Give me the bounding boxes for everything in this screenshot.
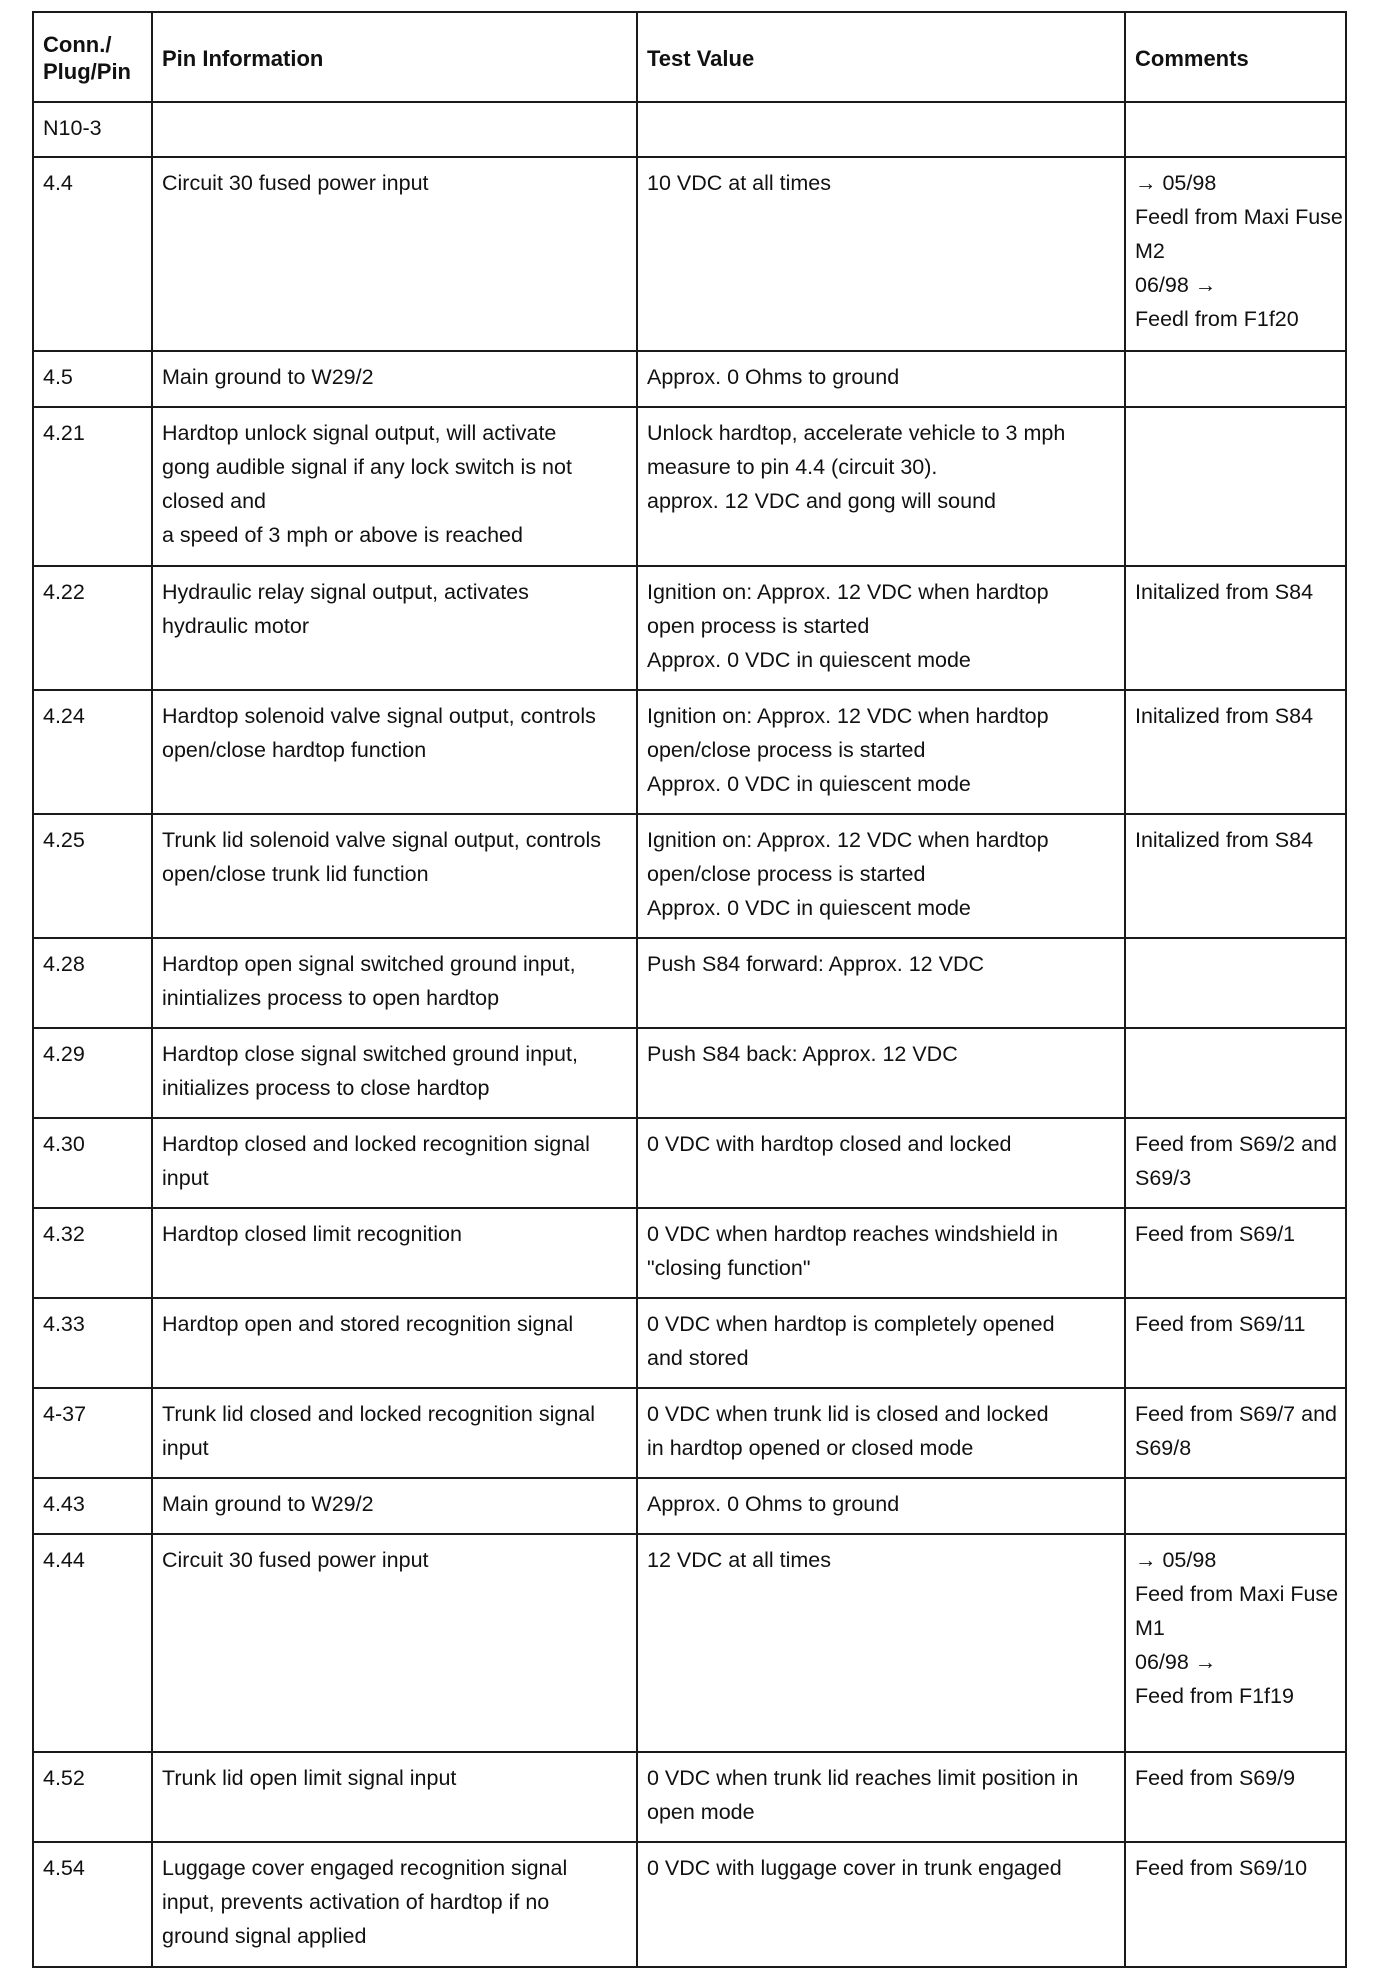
info-cell-line: Hardtop closed limit recognition [162, 1222, 462, 1246]
test-cell [637, 1298, 1125, 1388]
test-cell-line: approx. 12 VDC and gong will sound [647, 489, 996, 513]
table-row [33, 1534, 1346, 1752]
info-cell-line: open/close hardtop function [162, 738, 427, 762]
test-cell [637, 157, 1125, 351]
comments-cell-line: Initalized from S84 [1135, 580, 1314, 604]
comments-cell [1125, 566, 1346, 690]
info-cell [152, 1298, 637, 1388]
comments-cell [1125, 938, 1346, 1028]
pin-cell: 4.43 [33, 1478, 152, 1534]
comments-cell [1125, 690, 1346, 814]
table-row [33, 566, 1346, 690]
info-cell-line: Main ground to W29/2 [162, 1492, 374, 1516]
info-cell [152, 1118, 637, 1208]
info-cell [152, 566, 637, 690]
comments-cell-line: S69/3 [1135, 1166, 1192, 1190]
comments-cell-line: → 05/98 [1135, 171, 1217, 195]
comments-cell-line: Feed from Maxi Fuse [1135, 1582, 1339, 1606]
comments-cell-line: Initalized from S84 [1135, 828, 1314, 852]
comments-cell-line: M1 [1135, 1616, 1165, 1640]
table-row [33, 1208, 1346, 1298]
test-cell [637, 1388, 1125, 1478]
info-cell [152, 938, 637, 1028]
pin-table [32, 11, 1347, 1968]
test-cell [637, 1842, 1125, 1967]
pin-cell: 4.25 [33, 814, 152, 938]
comments-cell [1125, 1028, 1346, 1118]
pin-cell: 4.28 [33, 938, 152, 1028]
comments-cell-line: S69/8 [1135, 1436, 1192, 1460]
test-cell [637, 814, 1125, 938]
comments-cell [1125, 1534, 1346, 1752]
table-row [33, 690, 1346, 814]
pin-table-document [32, 11, 1345, 1968]
info-cell-line: a speed of 3 mph or above is reached [162, 523, 523, 547]
info-cell [152, 351, 637, 407]
comments-cell [1125, 1118, 1346, 1208]
test-cell-line: 12 VDC at all times [647, 1548, 832, 1572]
pin-cell: 4.52 [33, 1752, 152, 1842]
comments-cell-line: Feed from S69/10 [1135, 1856, 1308, 1880]
test-cell-line: open process is started [647, 614, 870, 638]
info-cell-line: Trunk lid open limit signal input [162, 1766, 457, 1790]
comments-cell [1125, 1388, 1346, 1478]
comments-cell-line: Feed from F1f19 [1135, 1684, 1294, 1708]
header-row [33, 12, 1346, 102]
comments-cell-line: 06/98 → [1135, 273, 1217, 297]
info-cell [152, 1842, 637, 1967]
table-row [33, 1752, 1346, 1842]
comments-cell-line: Feedl from Maxi Fuse [1135, 205, 1343, 229]
info-cell-line: hydraulic motor [162, 614, 309, 638]
comments-cell-line: → 05/98 [1135, 1548, 1217, 1572]
info-cell [152, 1028, 637, 1118]
info-cell [152, 407, 637, 566]
pin-cell: N10-3 [33, 102, 152, 157]
test-cell-line: Approx. 0 Ohms to ground [647, 365, 900, 389]
table-row [33, 1118, 1346, 1208]
test-cell [637, 102, 1125, 157]
test-cell-line: open mode [647, 1800, 755, 1824]
test-cell-line: measure to pin 4.4 (circuit 30). [647, 455, 938, 479]
comments-cell [1125, 1298, 1346, 1388]
pin-cell: 4-37 [33, 1388, 152, 1478]
test-cell [637, 1752, 1125, 1842]
header-comments: Comments [1125, 12, 1346, 102]
header-info: Pin Information [152, 12, 637, 102]
table-row [33, 351, 1346, 407]
info-cell-line: Trunk lid closed and locked recognition signal [162, 1402, 596, 1426]
info-cell [152, 1208, 637, 1298]
test-cell-line: Approx. 0 Ohms to ground [647, 1492, 900, 1516]
test-cell-line: Ignition on: Approx. 12 VDC when hardtop [647, 828, 1049, 852]
info-cell-line: Main ground to W29/2 [162, 365, 374, 389]
header-test: Test Value [637, 12, 1125, 102]
info-cell-line: Circuit 30 fused power input [162, 1548, 429, 1572]
info-cell-line: open/close trunk lid function [162, 862, 429, 886]
test-cell [637, 1478, 1125, 1534]
comments-cell [1125, 814, 1346, 938]
test-cell [637, 1118, 1125, 1208]
test-cell [637, 566, 1125, 690]
info-cell-line: Circuit 30 fused power input [162, 171, 429, 195]
table-row [33, 1388, 1346, 1478]
info-cell [152, 814, 637, 938]
test-cell-line: 0 VDC when hardtop reaches windshield in [647, 1222, 1059, 1246]
info-cell-line: Hardtop open and stored recognition signal [162, 1312, 574, 1336]
test-cell-line: Push S84 forward: Approx. 12 VDC [647, 952, 985, 976]
info-cell-line: Hardtop close signal switched ground input, [162, 1042, 578, 1066]
comments-cell-line: Feedl from F1f20 [1135, 307, 1299, 331]
header-pin-line: Conn./ [43, 32, 112, 57]
test-cell-line: "closing function" [647, 1256, 811, 1280]
comments-cell [1125, 1842, 1346, 1967]
info-cell-line: Luggage cover engaged recognition signal [162, 1856, 568, 1880]
info-cell [152, 102, 637, 157]
test-cell-line: Approx. 0 VDC in quiescent mode [647, 896, 971, 920]
pin-cell: 4.33 [33, 1298, 152, 1388]
info-cell-line: input [162, 1166, 209, 1190]
pin-cell: 4.22 [33, 566, 152, 690]
info-cell-line: initializes process to close hardtop [162, 1076, 490, 1100]
table-row [33, 102, 1346, 157]
table-row [33, 1298, 1346, 1388]
table-row [33, 1028, 1346, 1118]
info-cell [152, 1534, 637, 1752]
table-row [33, 157, 1346, 351]
header-pin [33, 12, 152, 102]
test-cell-line: Approx. 0 VDC in quiescent mode [647, 648, 971, 672]
info-cell [152, 1478, 637, 1534]
info-cell [152, 690, 637, 814]
comments-cell [1125, 1208, 1346, 1298]
info-cell-line: Trunk lid solenoid valve signal output, controls [162, 828, 601, 852]
test-cell-line: 0 VDC when hardtop is completely opened [647, 1312, 1055, 1336]
table-row [33, 1478, 1346, 1534]
table-body [33, 102, 1346, 1967]
info-cell-line: Hardtop open signal switched ground input, [162, 952, 576, 976]
comments-cell-line: Feed from S69/9 [1135, 1766, 1296, 1790]
test-cell [637, 1208, 1125, 1298]
comments-cell [1125, 407, 1346, 566]
info-cell-line: input [162, 1436, 209, 1460]
comments-cell [1125, 351, 1346, 407]
table-row [33, 938, 1346, 1028]
test-cell-line: and stored [647, 1346, 749, 1370]
info-cell [152, 157, 637, 351]
header-pin-line: Plug/Pin [43, 59, 131, 84]
info-cell-line: inintializes process to open hardtop [162, 986, 500, 1010]
test-cell-line: 0 VDC with hardtop closed and locked [647, 1132, 1012, 1156]
table-row [33, 407, 1346, 566]
info-cell-line: closed and [162, 489, 266, 513]
pin-cell: 4.24 [33, 690, 152, 814]
info-cell-line: Hardtop closed and locked recognition signal [162, 1132, 590, 1156]
pin-cell: 4.29 [33, 1028, 152, 1118]
test-cell-line: open/close process is started [647, 738, 926, 762]
info-cell-line: input, prevents activation of hardtop if no [162, 1890, 550, 1914]
test-cell [637, 690, 1125, 814]
test-cell-line: Ignition on: Approx. 12 VDC when hardtop [647, 580, 1049, 604]
table-row [33, 814, 1346, 938]
test-cell-line: 0 VDC when trunk lid is closed and locked [647, 1402, 1049, 1426]
test-cell-line: open/close process is started [647, 862, 926, 886]
comments-cell-line: 06/98 → [1135, 1650, 1217, 1674]
test-cell [637, 1534, 1125, 1752]
comments-cell-line: Feed from S69/7 and [1135, 1402, 1337, 1426]
test-cell-line: 0 VDC when trunk lid reaches limit position in [647, 1766, 1079, 1790]
comments-cell [1125, 1478, 1346, 1534]
info-cell-line: Hardtop solenoid valve signal output, controls [162, 704, 596, 728]
pin-cell: 4.30 [33, 1118, 152, 1208]
test-cell-line: Ignition on: Approx. 12 VDC when hardtop [647, 704, 1049, 728]
info-cell-line: gong audible signal if any lock switch is not [162, 455, 572, 479]
test-cell [637, 351, 1125, 407]
comments-cell-line: M2 [1135, 239, 1165, 263]
comments-cell-line: Initalized from S84 [1135, 704, 1314, 728]
pin-cell: 4.5 [33, 351, 152, 407]
comments-cell [1125, 157, 1346, 351]
comments-cell-line: Feed from S69/2 and [1135, 1132, 1337, 1156]
pin-cell: 4.44 [33, 1534, 152, 1752]
pin-cell: 4.4 [33, 157, 152, 351]
test-cell-line: in hardtop opened or closed mode [647, 1436, 974, 1460]
test-cell-line: Push S84 back: Approx. 12 VDC [647, 1042, 958, 1066]
test-cell-line: Unlock hardtop, accelerate vehicle to 3 mph [647, 421, 1066, 445]
test-cell [637, 938, 1125, 1028]
test-cell [637, 1028, 1125, 1118]
test-cell-line: 0 VDC with luggage cover in trunk engaged [647, 1856, 1062, 1880]
info-cell-line: ground signal applied [162, 1924, 367, 1948]
comments-cell [1125, 1752, 1346, 1842]
info-cell-line: Hydraulic relay signal output, activates [162, 580, 529, 604]
comments-cell-line: Feed from S69/11 [1135, 1312, 1306, 1336]
info-cell [152, 1388, 637, 1478]
table-row [33, 1842, 1346, 1967]
pin-cell: 4.54 [33, 1842, 152, 1967]
info-cell [152, 1752, 637, 1842]
test-cell [637, 407, 1125, 566]
test-cell-line: Approx. 0 VDC in quiescent mode [647, 772, 971, 796]
comments-cell-line: Feed from S69/1 [1135, 1222, 1296, 1246]
test-cell-line: 10 VDC at all times [647, 171, 832, 195]
info-cell-line: Hardtop unlock signal output, will activate [162, 421, 557, 445]
comments-cell [1125, 102, 1346, 157]
pin-cell: 4.21 [33, 407, 152, 566]
pin-cell: 4.32 [33, 1208, 152, 1298]
